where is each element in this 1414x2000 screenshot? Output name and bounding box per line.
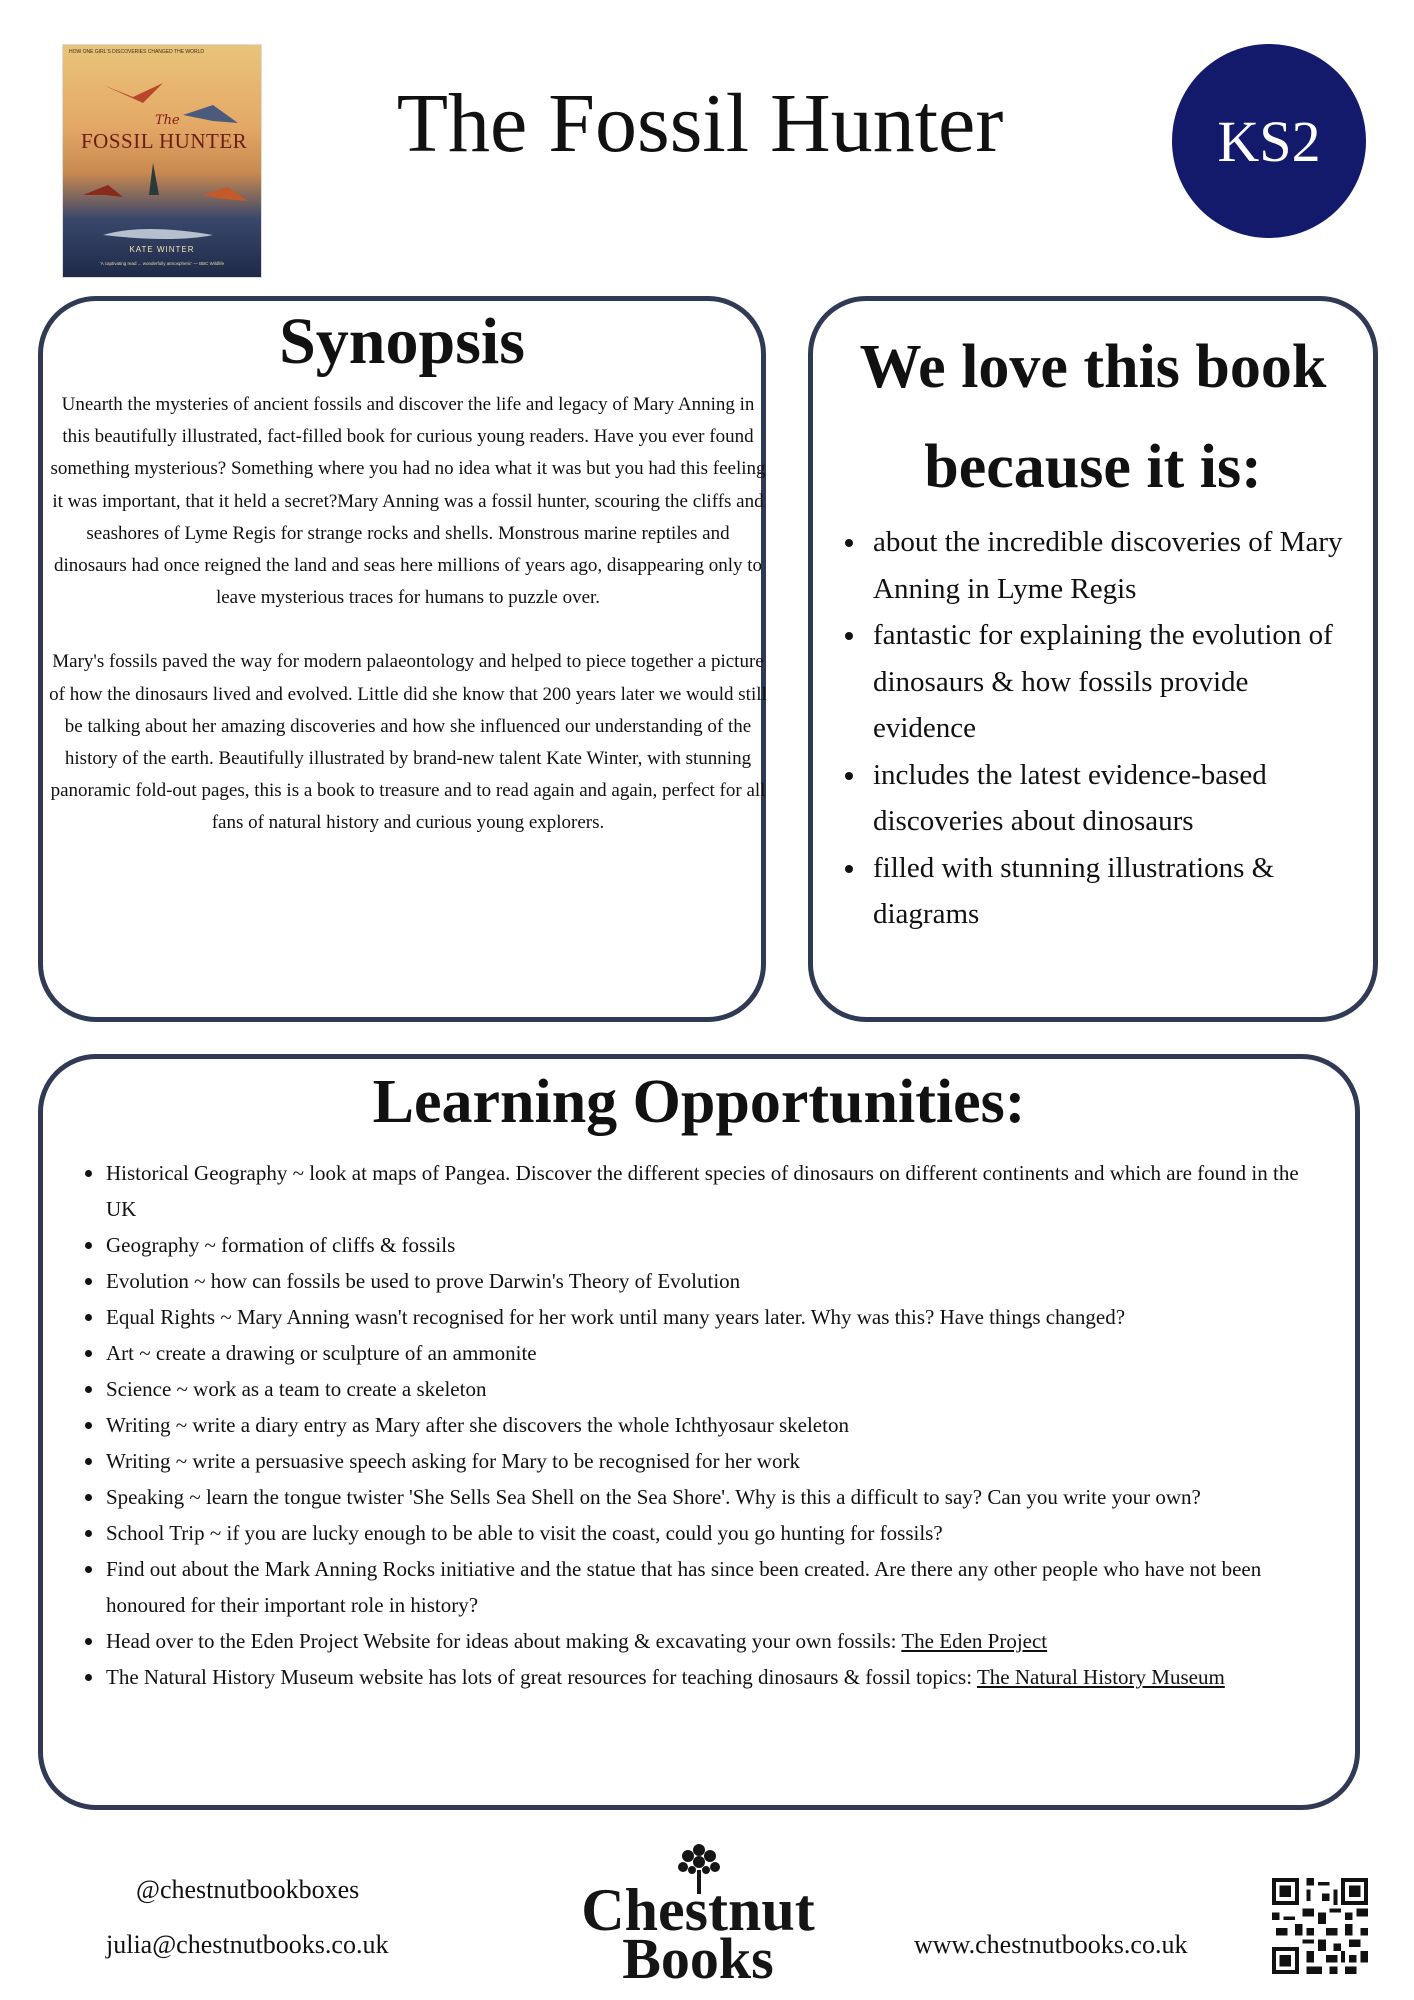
- list-item: [106, 1155, 1355, 1227]
- list-item: [106, 1371, 1355, 1407]
- list-item: [106, 1623, 1355, 1659]
- list-item: [106, 1227, 1355, 1263]
- list-item-text: School Trip ~ if you are lucky enough to be able to visit the coast, could you go hunting for fossils?: [106, 1521, 943, 1545]
- book-cover-image: [62, 44, 262, 278]
- list-item-text: Art ~ create a drawing or sculpture of an ammonite: [106, 1341, 537, 1365]
- synopsis-heading: Synopsis: [279, 305, 525, 378]
- list-item-text: Find out about the Mark Anning Rocks initiative and the statue that has since been created. Are there any other people who have not been honoured for their important role in history?: [106, 1557, 1262, 1617]
- list-item-text: Evolution ~ how can fossils be used to prove Darwin's Theory of Evolution: [106, 1269, 741, 1293]
- why-we-love-panel: [808, 296, 1378, 1022]
- natural-history-museum-link[interactable]: The Natural History Museum: [976, 1665, 1225, 1689]
- learning-opportunities-panel: [38, 1054, 1360, 1810]
- bullet-icon: [85, 1170, 92, 1177]
- synopsis-paragraph: Mary's fossils paved the way for modern palaeontology and helped to piece together a picture of how the dinosaurs lived and evolved. Little did she know that 200 years later we would still be talking about her amazing discoveries and how she influenced our understanding of the history of the earth. Beautifully illustrated by brand-new talent Kate Winter, with stunning panoramic fold-out pages, this is a book to treasure and to read again and again, perfect for all fans of natural history and curious young explorers.: [49, 651, 767, 834]
- bullet-icon: [85, 1242, 92, 1249]
- list-item-text: fantastic for explaining the evolution of dinosaurs & how fossils provide evidence: [873, 619, 1333, 744]
- bullet-icon: [85, 1638, 92, 1645]
- list-item: [106, 1551, 1355, 1623]
- list-item-text: Geography ~ formation of cliffs & fossils: [106, 1233, 456, 1257]
- why-we-love-heading: We love this book because it is:: [859, 333, 1327, 501]
- why-we-love-list: [813, 519, 1373, 938]
- learning-list: [43, 1155, 1355, 1695]
- list-item-text: The Natural History Museum website has lots of great resources for teaching dinosaurs & fossil topics:: [106, 1665, 977, 1689]
- list-item: [106, 1407, 1355, 1443]
- social-handle: @chestnutbookboxes: [136, 1875, 360, 1904]
- list-item-text: includes the latest evidence-based discoveries about dinosaurs: [873, 758, 1267, 837]
- bullet-icon: [85, 1350, 92, 1357]
- bullet-icon: [85, 1422, 92, 1429]
- synopsis-paragraph: Unearth the mysteries of ancient fossils and discover the life and legacy of Mary Anning in this beautifully illustrated, fact-filled book for curious young readers. Have you ever found something mysterious? Something where you had no idea what it was but you had this feeling it was important, that it held a secret?Mary Anning was a fossil hunter, scouring the cliffs and seashores of Lyme Regis for strange rocks and shells. Monstrous marine reptiles and dinosaurs had once reigned the land and seas here millions of years ago, disappearing only to leave mysterious traces for humans to puzzle over.: [50, 394, 766, 609]
- bullet-icon: [85, 1278, 92, 1285]
- key-stage-badge: KS2: [1172, 44, 1366, 238]
- bullet-icon: [85, 1530, 92, 1537]
- logo-line-2: Books: [622, 1926, 774, 1991]
- bullet-icon: [85, 1674, 92, 1681]
- synopsis-panel: [38, 296, 766, 1022]
- synopsis-body: [49, 389, 767, 840]
- cover-quote: 'A captivating read ... wonderfully atmospheric' — BBC Wildlife: [99, 261, 225, 266]
- list-item: [106, 1659, 1355, 1695]
- list-item: [106, 1443, 1355, 1479]
- website-url[interactable]: www.chestnutbooks.co.uk: [914, 1930, 1188, 1959]
- list-item: [873, 752, 1373, 845]
- bullet-icon: [845, 772, 853, 780]
- list-item: [106, 1299, 1355, 1335]
- bullet-icon: [845, 632, 853, 640]
- list-item-text: Speaking ~ learn the tongue twister 'She Sells Sea Shell on the Sea Shore'. Why is this a difficult to say? Can you write your own?: [106, 1485, 1201, 1509]
- bullet-icon: [85, 1458, 92, 1465]
- qr-code-icon: [1272, 1878, 1368, 1974]
- list-item-text: Science ~ work as a team to create a skeleton: [106, 1377, 487, 1401]
- bullet-icon: [845, 865, 853, 873]
- list-item: [873, 845, 1373, 938]
- cover-strapline: HOW ONE GIRL'S DISCOVERIES CHANGED THE WORLD: [69, 49, 205, 55]
- list-item-text: Historical Geography ~ look at maps of Pangea. Discover the different species of dinosaurs on different continents and which are found in the UK: [106, 1161, 1299, 1221]
- bullet-icon: [85, 1314, 92, 1321]
- pterosaur-illustration-icon: [63, 45, 261, 277]
- bullet-icon: [85, 1566, 92, 1573]
- list-item: [873, 612, 1373, 752]
- cover-title-the: The: [155, 113, 180, 128]
- page-title: The Fossil Hunter: [396, 77, 1004, 170]
- cover-author: KATE WINTER: [129, 245, 195, 254]
- list-item-text: Writing ~ write a diary entry as Mary after she discovers the whole Ichthyosaur skeleton: [106, 1413, 849, 1437]
- list-item-text: about the incredible discoveries of Mary Anning in Lyme Regis: [873, 526, 1343, 605]
- list-item-text: Equal Rights ~ Mary Anning wasn't recognised for her work until many years later. Why was this? Have things changed?: [106, 1305, 1126, 1329]
- bullet-icon: [85, 1386, 92, 1393]
- list-item-text: filled with stunning illustrations & diagrams: [873, 851, 1275, 930]
- logo-line-1: Chestnut: [581, 1877, 815, 1943]
- list-item: [106, 1335, 1355, 1371]
- list-item: [873, 519, 1373, 612]
- list-item: [106, 1479, 1355, 1515]
- cover-title: FOSSIL HUNTER: [81, 129, 248, 153]
- learning-heading: Learning Opportunities:: [372, 1068, 1026, 1136]
- bullet-icon: [845, 539, 853, 547]
- contact-email[interactable]: julia@chestnutbooks.co.uk: [106, 1930, 389, 1959]
- list-item: [106, 1515, 1355, 1551]
- bullet-icon: [85, 1494, 92, 1501]
- list-item-text: Head over to the Eden Project Website for ideas about making & excavating your own fossils:: [106, 1629, 902, 1653]
- chestnut-books-logo: [578, 1840, 818, 1990]
- list-item-text: Writing ~ write a persuasive speech asking for Mary to be recognised for her work: [106, 1449, 800, 1473]
- list-item: [106, 1263, 1355, 1299]
- eden-project-link[interactable]: The Eden Project: [901, 1629, 1048, 1653]
